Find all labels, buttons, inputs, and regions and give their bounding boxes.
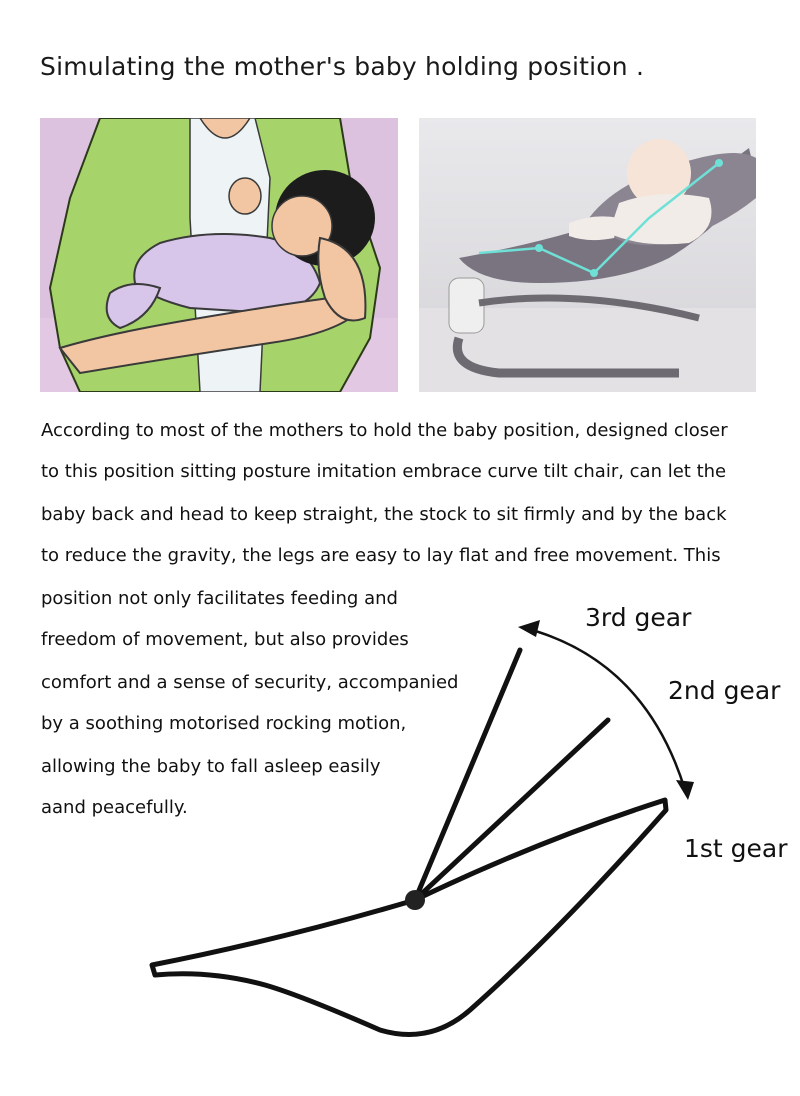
arrow-head-top	[518, 620, 540, 637]
paragraph-line: comfort and a sense of security, accompanied	[41, 672, 459, 693]
gear-label-3rd: 3rd gear	[585, 603, 692, 632]
gear-arc-arrow	[525, 628, 685, 790]
paragraph-line: freedom of movement, but also provides	[41, 629, 409, 650]
backrest-line-2nd-gear	[415, 720, 608, 900]
gear-label-1st: 1st gear	[684, 834, 788, 863]
baby-rocker-chair-photo	[419, 118, 756, 392]
gear-label-2nd: 2nd gear	[668, 676, 781, 705]
paragraph-line: to reduce the gravity, the legs are easy to lay flat and free movement. This	[41, 545, 721, 566]
backrest-line-3rd-gear	[415, 650, 520, 900]
paragraph-line: by a soothing motorised rocking motion,	[41, 713, 407, 734]
paragraph-line: position not only facilitates feeding and	[41, 588, 398, 609]
pivot-point	[405, 890, 425, 910]
recline-gear-diagram	[140, 600, 800, 1060]
seat-outline-1st-gear	[152, 800, 666, 1035]
paragraph-line: baby back and head to keep straight, the stock to sit firmly and by the back	[41, 504, 727, 525]
paragraph-line: According to most of the mothers to hold the baby position, designed closer	[41, 420, 728, 441]
paragraph-line: allowing the baby to fall asleep easily	[41, 756, 381, 777]
arrow-head-bottom	[676, 780, 694, 800]
paragraph-line: to this position sitting posture imitation embrace curve tilt chair, can let the	[41, 461, 727, 482]
paragraph-line: aand peacefully.	[41, 797, 188, 818]
page-title: Simulating the mother's baby holding position .	[40, 52, 645, 81]
mother-holding-baby-illustration	[40, 118, 398, 392]
